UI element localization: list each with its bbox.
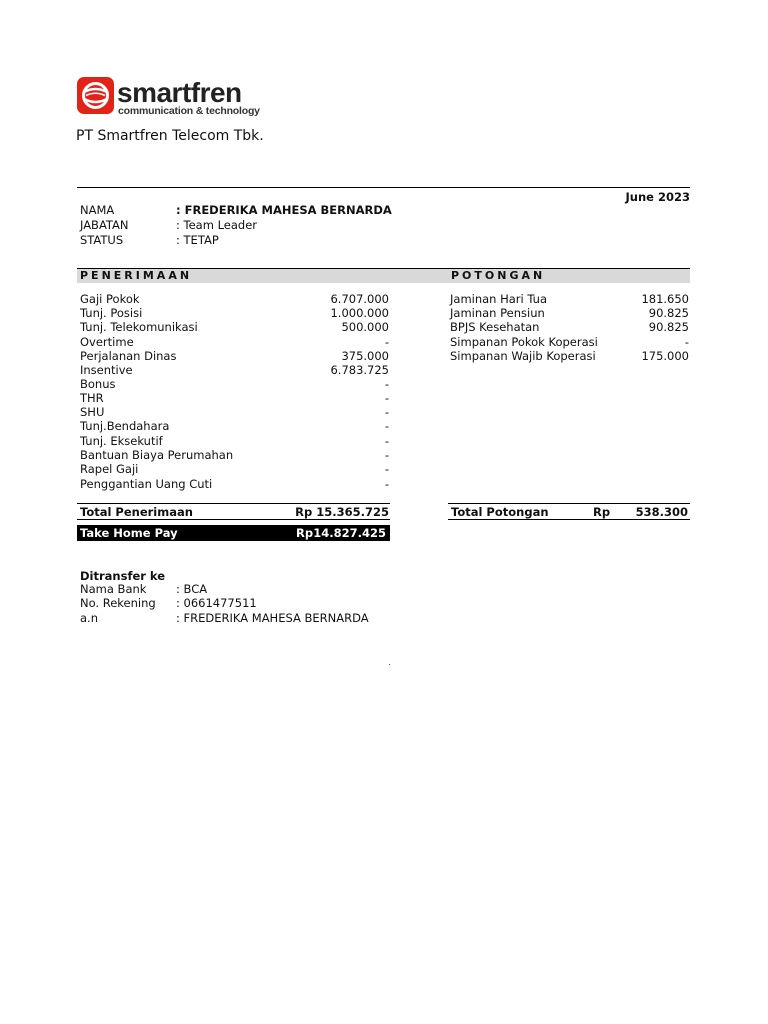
penerimaan-item-value: - xyxy=(384,462,389,476)
potongan-item-value: 90.825 xyxy=(648,306,689,320)
transfer-title: Ditransfer ke xyxy=(80,569,166,583)
employee-status-value: : TETAP xyxy=(176,233,219,247)
potongan-item-label: Simpanan Pokok Koperasi xyxy=(450,335,598,349)
potongan-item-label: BPJS Kesehatan xyxy=(450,320,540,334)
penerimaan-item-label: Perjalanan Dinas xyxy=(80,349,177,363)
take-home-pay-currency: Rp xyxy=(296,526,314,540)
penerimaan-item-label: Tunj. Telekomunikasi xyxy=(80,320,198,334)
total-potongan-label: Total Potongan xyxy=(451,505,549,519)
brand-tagline: communication & technology xyxy=(118,105,260,117)
penerimaan-item-value: - xyxy=(384,391,389,405)
transfer-account-label: No. Rekening xyxy=(80,596,156,610)
employee-position-value: : Team Leader xyxy=(176,218,258,232)
take-home-pay-label: Take Home Pay xyxy=(80,526,178,540)
company-name: PT Smartfren Telecom Tbk. xyxy=(76,128,264,144)
penerimaan-item-label: Bantuan Biaya Perumahan xyxy=(80,448,234,462)
period: June 2023 xyxy=(625,190,690,204)
penerimaan-item-label: Tunj. Eksekutif xyxy=(80,434,163,448)
potongan-item-value: - xyxy=(684,335,689,349)
penerimaan-item-value: - xyxy=(384,448,389,462)
smartfren-logo-icon xyxy=(77,77,114,114)
penerimaan-item-label: Overtime xyxy=(80,335,134,349)
penerimaan-item-label: Insentive xyxy=(80,363,133,377)
stray-dot xyxy=(389,664,390,665)
penerimaan-item-label: Bonus xyxy=(80,377,116,391)
transfer-account-value: : 0661477511 xyxy=(176,596,257,610)
penerimaan-item-label: Rapel Gaji xyxy=(80,462,139,476)
penerimaan-item-value: 500.000 xyxy=(341,320,389,334)
transfer-holder-value: : FREDERIKA MAHESA BERNARDA xyxy=(176,611,369,625)
penerimaan-item-value: 1.000.000 xyxy=(330,306,389,320)
potongan-header: POTONGAN xyxy=(451,269,546,282)
potongan-item-label: Jaminan Pensiun xyxy=(450,306,545,320)
penerimaan-item-label: THR xyxy=(80,391,104,405)
potongan-item-value: 90.825 xyxy=(648,320,689,334)
penerimaan-item-value: 6.783.725 xyxy=(330,363,389,377)
header-rule xyxy=(77,187,690,188)
employee-name-label: NAMA xyxy=(80,203,115,217)
penerimaan-total-top-rule xyxy=(77,503,390,504)
penerimaan-item-value: - xyxy=(384,434,389,448)
total-penerimaan-value: Rp 15.365.725 xyxy=(295,505,389,519)
penerimaan-item-value: 375.000 xyxy=(341,349,389,363)
penerimaan-item-label: Gaji Pokok xyxy=(80,292,140,306)
penerimaan-item-value: - xyxy=(384,419,389,433)
employee-status-label: STATUS xyxy=(80,233,124,247)
potongan-item-value: 181.650 xyxy=(641,292,689,306)
penerimaan-total-bottom-rule xyxy=(77,519,390,520)
penerimaan-item-label: Tunj.Bendahara xyxy=(80,419,170,433)
penerimaan-header: PENERIMAAN xyxy=(80,269,193,282)
potongan-item-value: 175.000 xyxy=(641,349,689,363)
total-penerimaan-label: Total Penerimaan xyxy=(80,505,193,519)
take-home-pay-value: 14.827.425 xyxy=(313,526,386,540)
potongan-item-label: Jaminan Hari Tua xyxy=(450,292,548,306)
potongan-total-bottom-rule xyxy=(448,519,690,520)
penerimaan-item-value: - xyxy=(384,377,389,391)
brand-name: smartfren xyxy=(117,77,242,108)
penerimaan-item-label: SHU xyxy=(80,405,105,419)
penerimaan-item-value: - xyxy=(384,477,389,491)
penerimaan-item-label: Tunj. Posisi xyxy=(80,306,143,320)
total-potongan-currency: Rp xyxy=(593,505,611,519)
employee-name-value: : FREDERIKA MAHESA BERNARDA xyxy=(176,203,392,217)
potongan-total-top-rule xyxy=(448,503,690,504)
penerimaan-item-value: 6.707.000 xyxy=(330,292,389,306)
transfer-holder-label: a.n xyxy=(80,611,98,625)
total-potongan-value: 538.300 xyxy=(635,505,688,519)
potongan-item-label: Simpanan Wajib Koperasi xyxy=(450,349,596,363)
take-home-pay-bar xyxy=(77,525,390,541)
transfer-bank-label: Nama Bank xyxy=(80,582,147,596)
penerimaan-item-value: - xyxy=(384,335,389,349)
penerimaan-item-label: Penggantian Uang Cuti xyxy=(80,477,213,491)
employee-position-label: JABATAN xyxy=(80,218,129,232)
penerimaan-item-value: - xyxy=(384,405,389,419)
transfer-bank-value: : BCA xyxy=(176,582,208,596)
